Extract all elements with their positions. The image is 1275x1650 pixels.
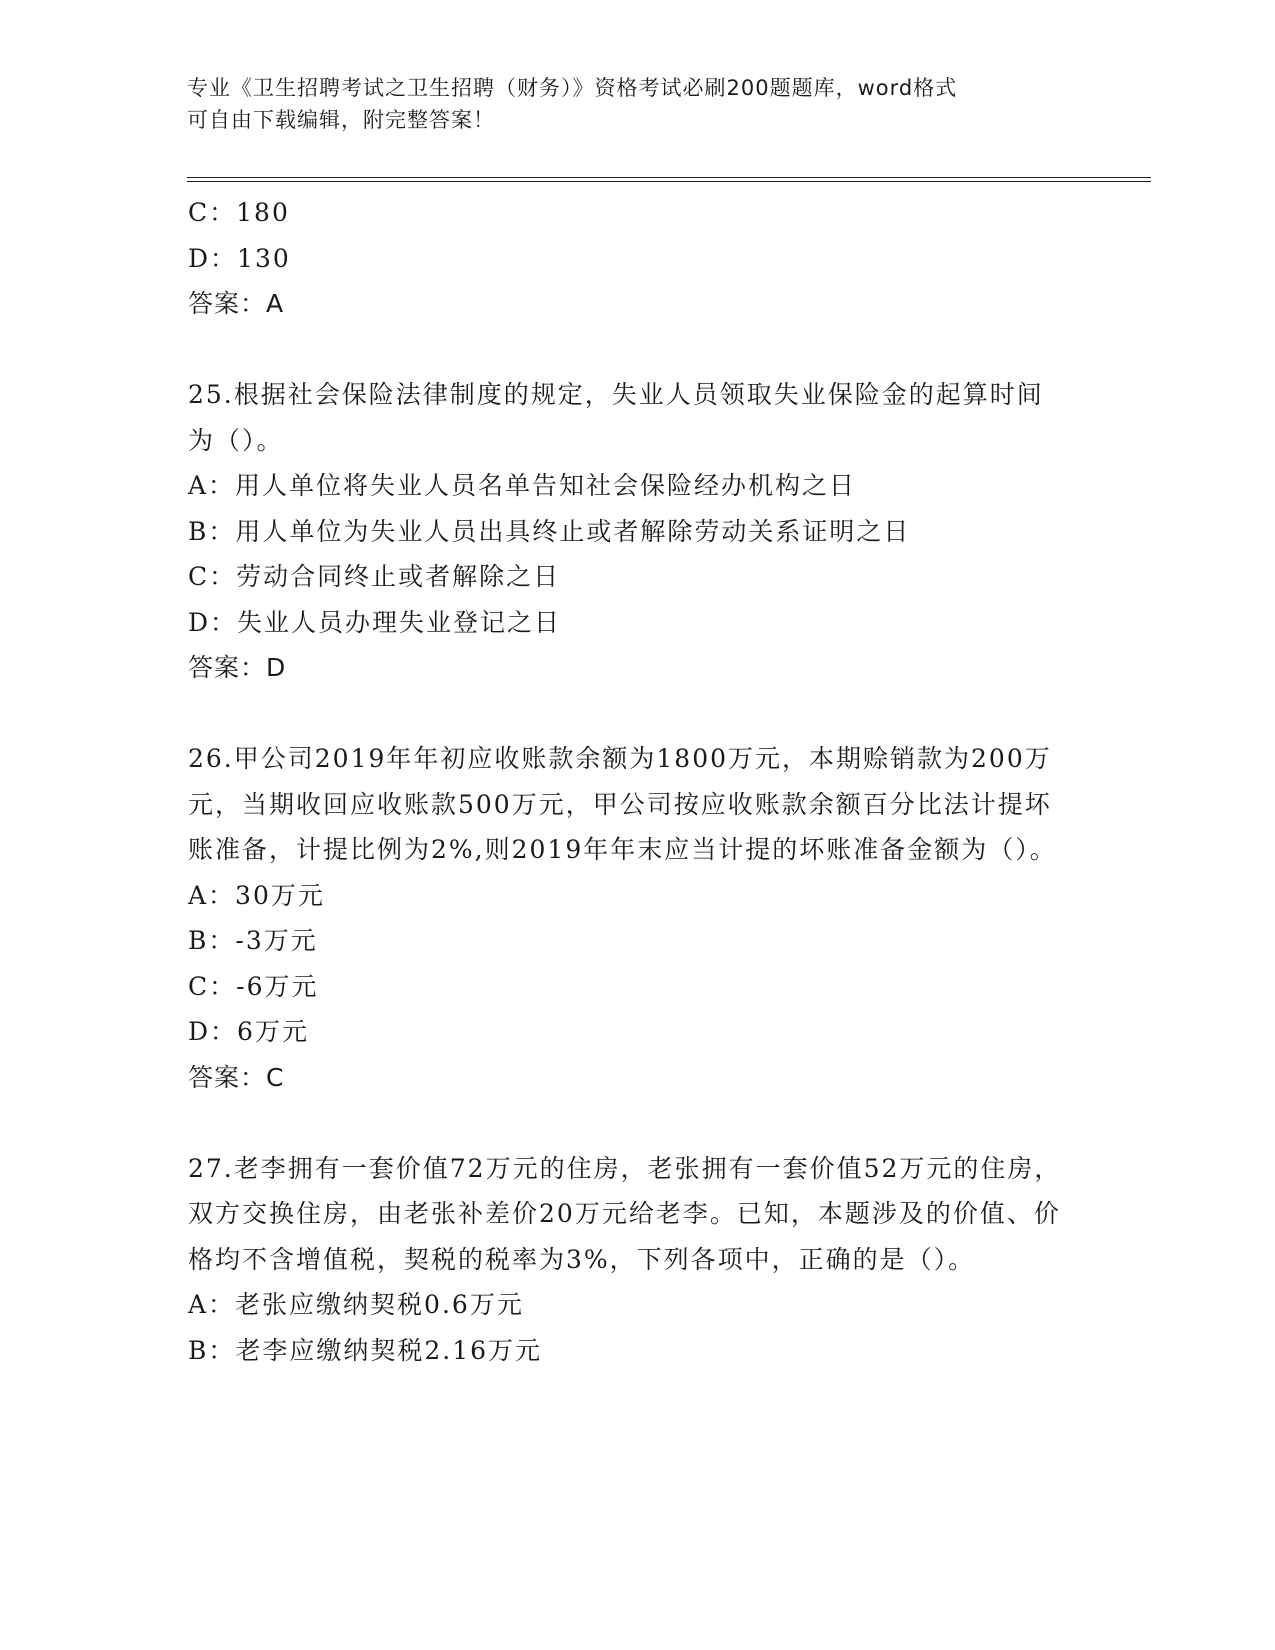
question-27 (188, 1146, 1068, 1374)
option-c: C：-6万元 (188, 971, 319, 1001)
option-d: D：130 (188, 243, 291, 273)
option-a: A：老张应缴纳契税0.6万元 (188, 1290, 524, 1319)
question-26 (188, 736, 1068, 1100)
question-25 (188, 372, 1068, 691)
question-stem: 27.老李拥有一套价值72万元的住房，老张拥有一套价值52万元的住房，双方交换住房，由老张补差价20万元给老李。已知，本题涉及的价值、价格均不含增值税，契税的税率为3%，下列各项中，正确的是（）。 (188, 1153, 1062, 1274)
question-list (188, 190, 1068, 1373)
header-divider (187, 177, 1151, 182)
answer: 答案：A (188, 289, 285, 318)
answer: 答案：C (188, 1062, 285, 1092)
spacer (188, 691, 1068, 737)
option-b: B：老李应缴纳契税2.16万元 (188, 1335, 543, 1365)
header-line-1: 专业《卫生招聘考试之卫生招聘（财务）》资格考试必刷200题题库，word格式 (187, 76, 958, 100)
question-stem: 26.甲公司2019年年初应收账款余额为1800万元，本期赊销款为200万元，当期收回应收账款500万元，甲公司按应收账款余额百分比法计提坏账准备，计提比例为2%,则2019年年末应当计提的坏账准备金额为（）。 (188, 744, 1057, 864)
option-a: A：用人单位将失业人员名单告知社会保险经办机构之日 (188, 471, 857, 500)
option-c: C：劳动合同终止或者解除之日 (188, 562, 561, 591)
option-b: B：-3万元 (188, 926, 318, 955)
header-line-2: 可自由下载编辑，附完整答案！ (187, 108, 495, 132)
option-a: A：30万元 (188, 880, 325, 910)
previous-question-tail (188, 190, 1068, 327)
option-b: B：用人单位为失业人员出具终止或者解除劳动关系证明之日 (188, 516, 911, 546)
option-c: C：180 (188, 198, 290, 227)
spacer (188, 1100, 1068, 1146)
option-d: D：失业人员办理失业登记之日 (188, 607, 562, 637)
spacer (188, 327, 1068, 373)
document-header (187, 72, 1067, 136)
question-stem: 25.根据社会保险法律制度的规定，失业人员领取失业保险金的起算时间为（）。 (188, 380, 1044, 455)
answer: 答案：D (188, 653, 287, 682)
option-d: D：6万元 (188, 1017, 309, 1046)
